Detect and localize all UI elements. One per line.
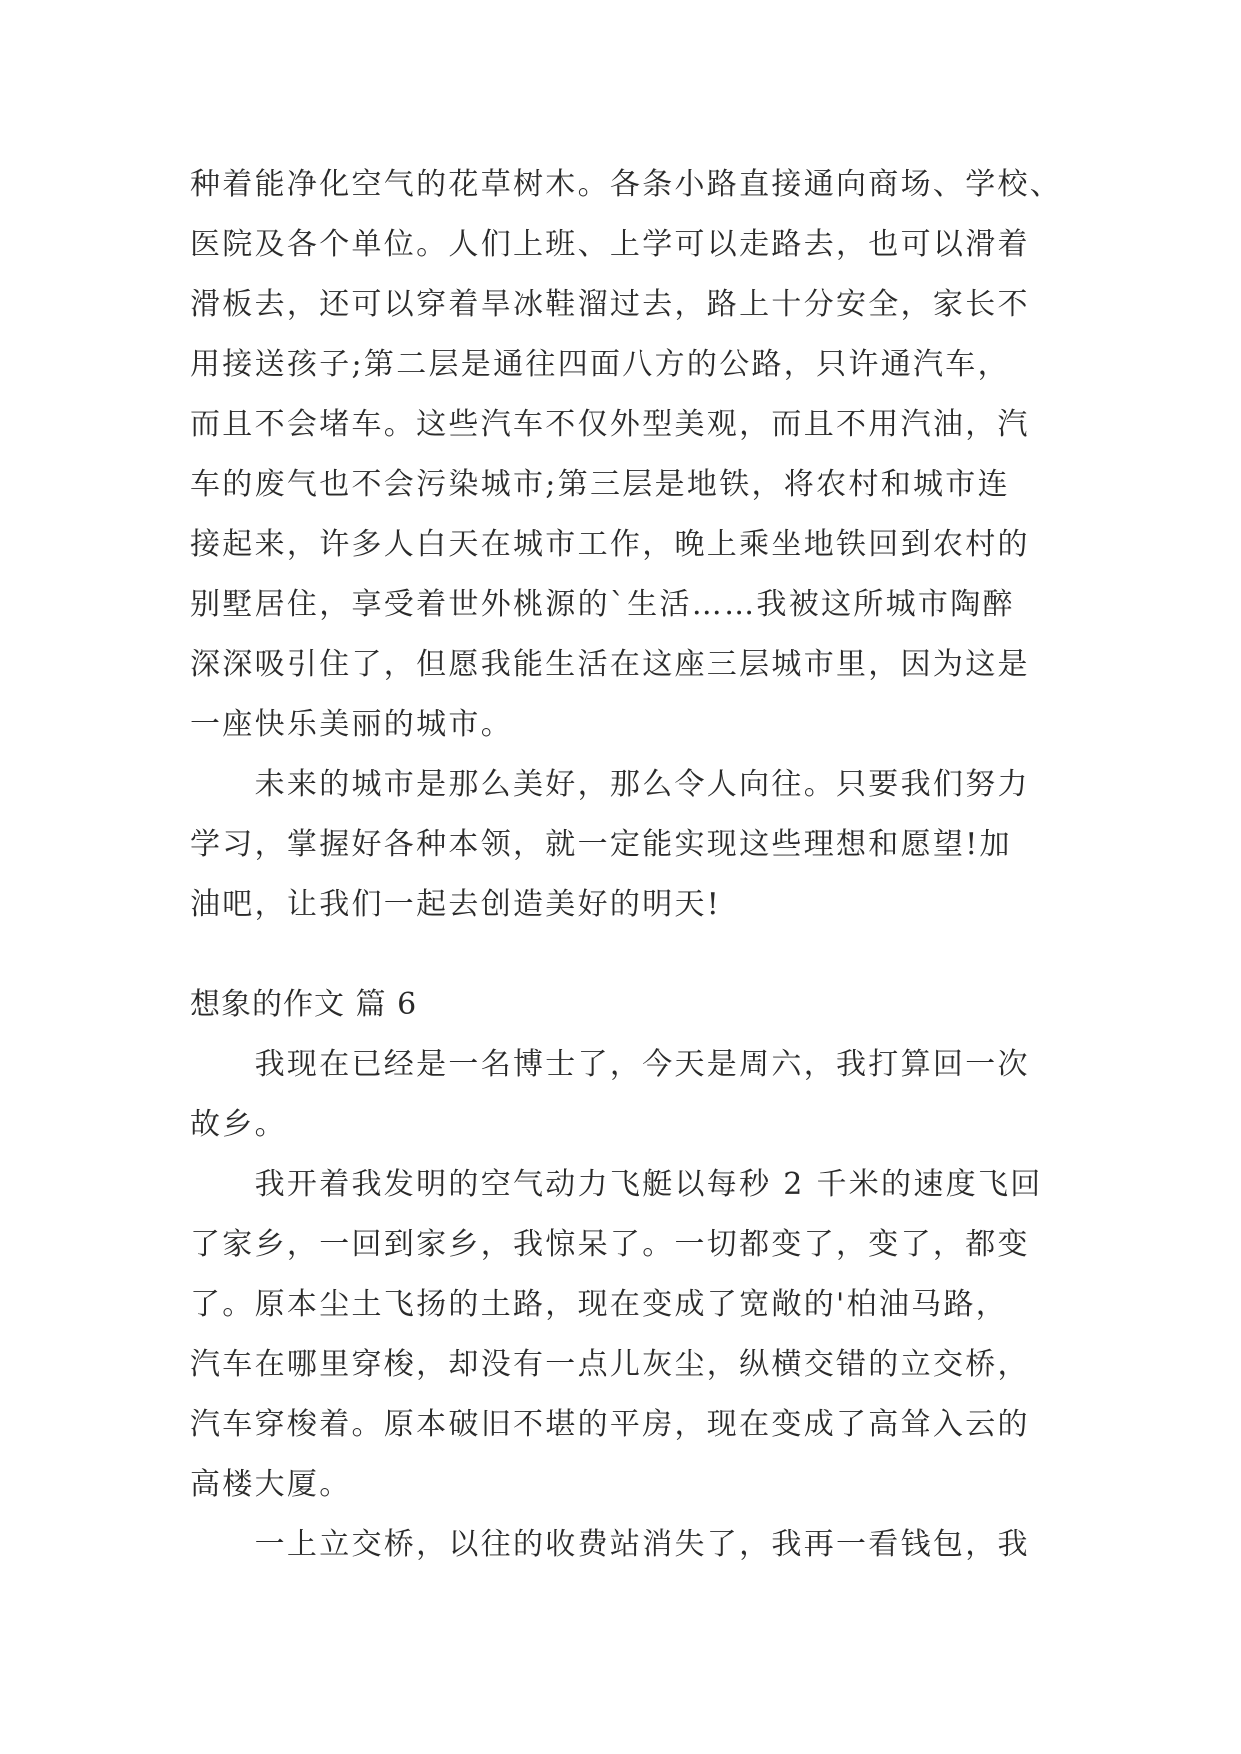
text-line: 未来的城市是那么美好，那么令人向往。只要我们努力 xyxy=(190,767,1030,802)
text-line: 接起来，许多人白天在城市工作，晚上乘坐地铁回到农村的 xyxy=(190,527,1030,562)
text-line: 滑板去，还可以穿着旱冰鞋溜过去，路上十分安全，家长不 xyxy=(190,287,1030,322)
text-line: 用接送孩子;第二层是通往四面八方的公路，只许通汽车， xyxy=(190,347,1010,382)
text-line: 汽车穿梭着。原本破旧不堪的平房，现在变成了高耸入云的 xyxy=(190,1407,1030,1442)
text-line: 学习，掌握好各种本领，就一定能实现这些理想和愿望!加 xyxy=(190,827,1012,862)
text-line: 油吧，让我们一起去创造美好的明天! xyxy=(190,887,722,922)
text-line: 汽车在哪里穿梭，却没有一点儿灰尘，纵横交错的立交桥， xyxy=(190,1347,1030,1382)
text-line: 别墅居住，享受着世外桃源的`生活……我被这所城市陶醉 xyxy=(190,587,1015,622)
text-line: 而且不会堵车。这些汽车不仅外型美观，而且不用汽油，汽 xyxy=(190,407,1030,442)
text-line: 深深吸引住了，但愿我能生活在这座三层城市里，因为这是 xyxy=(190,647,1030,682)
text-line: 我现在已经是一名博士了，今天是周六，我打算回一次 xyxy=(190,1047,1030,1082)
text-line: 车的废气也不会污染城市;第三层是地铁，将农村和城市连 xyxy=(190,467,1010,502)
text-line: 一座快乐美丽的城市。 xyxy=(190,707,513,742)
text-line: 一上立交桥，以往的收费站消失了，我再一看钱包，我 xyxy=(190,1527,1030,1562)
text-line: 高楼大厦。 xyxy=(190,1467,352,1502)
text-line: 医院及各个单位。人们上班、上学可以走路去，也可以滑着 xyxy=(190,227,1030,262)
text-line: 了家乡，一回到家乡，我惊呆了。一切都变了，变了，都变 xyxy=(190,1227,1030,1262)
section-heading: 想象的作文 篇 6 xyxy=(190,987,418,1022)
text-line: 我开着我发明的空气动力飞艇以每秒 2 千米的速度飞回 xyxy=(190,1167,1043,1202)
text-line: 了。原本尘土飞扬的土路，现在变成了宽敞的'柏油马路， xyxy=(190,1287,1009,1322)
text-line: 故乡。 xyxy=(190,1107,287,1142)
text-line: 种着能净化空气的花草树木。各条小路直接通向商场、学校、 xyxy=(190,167,1063,202)
